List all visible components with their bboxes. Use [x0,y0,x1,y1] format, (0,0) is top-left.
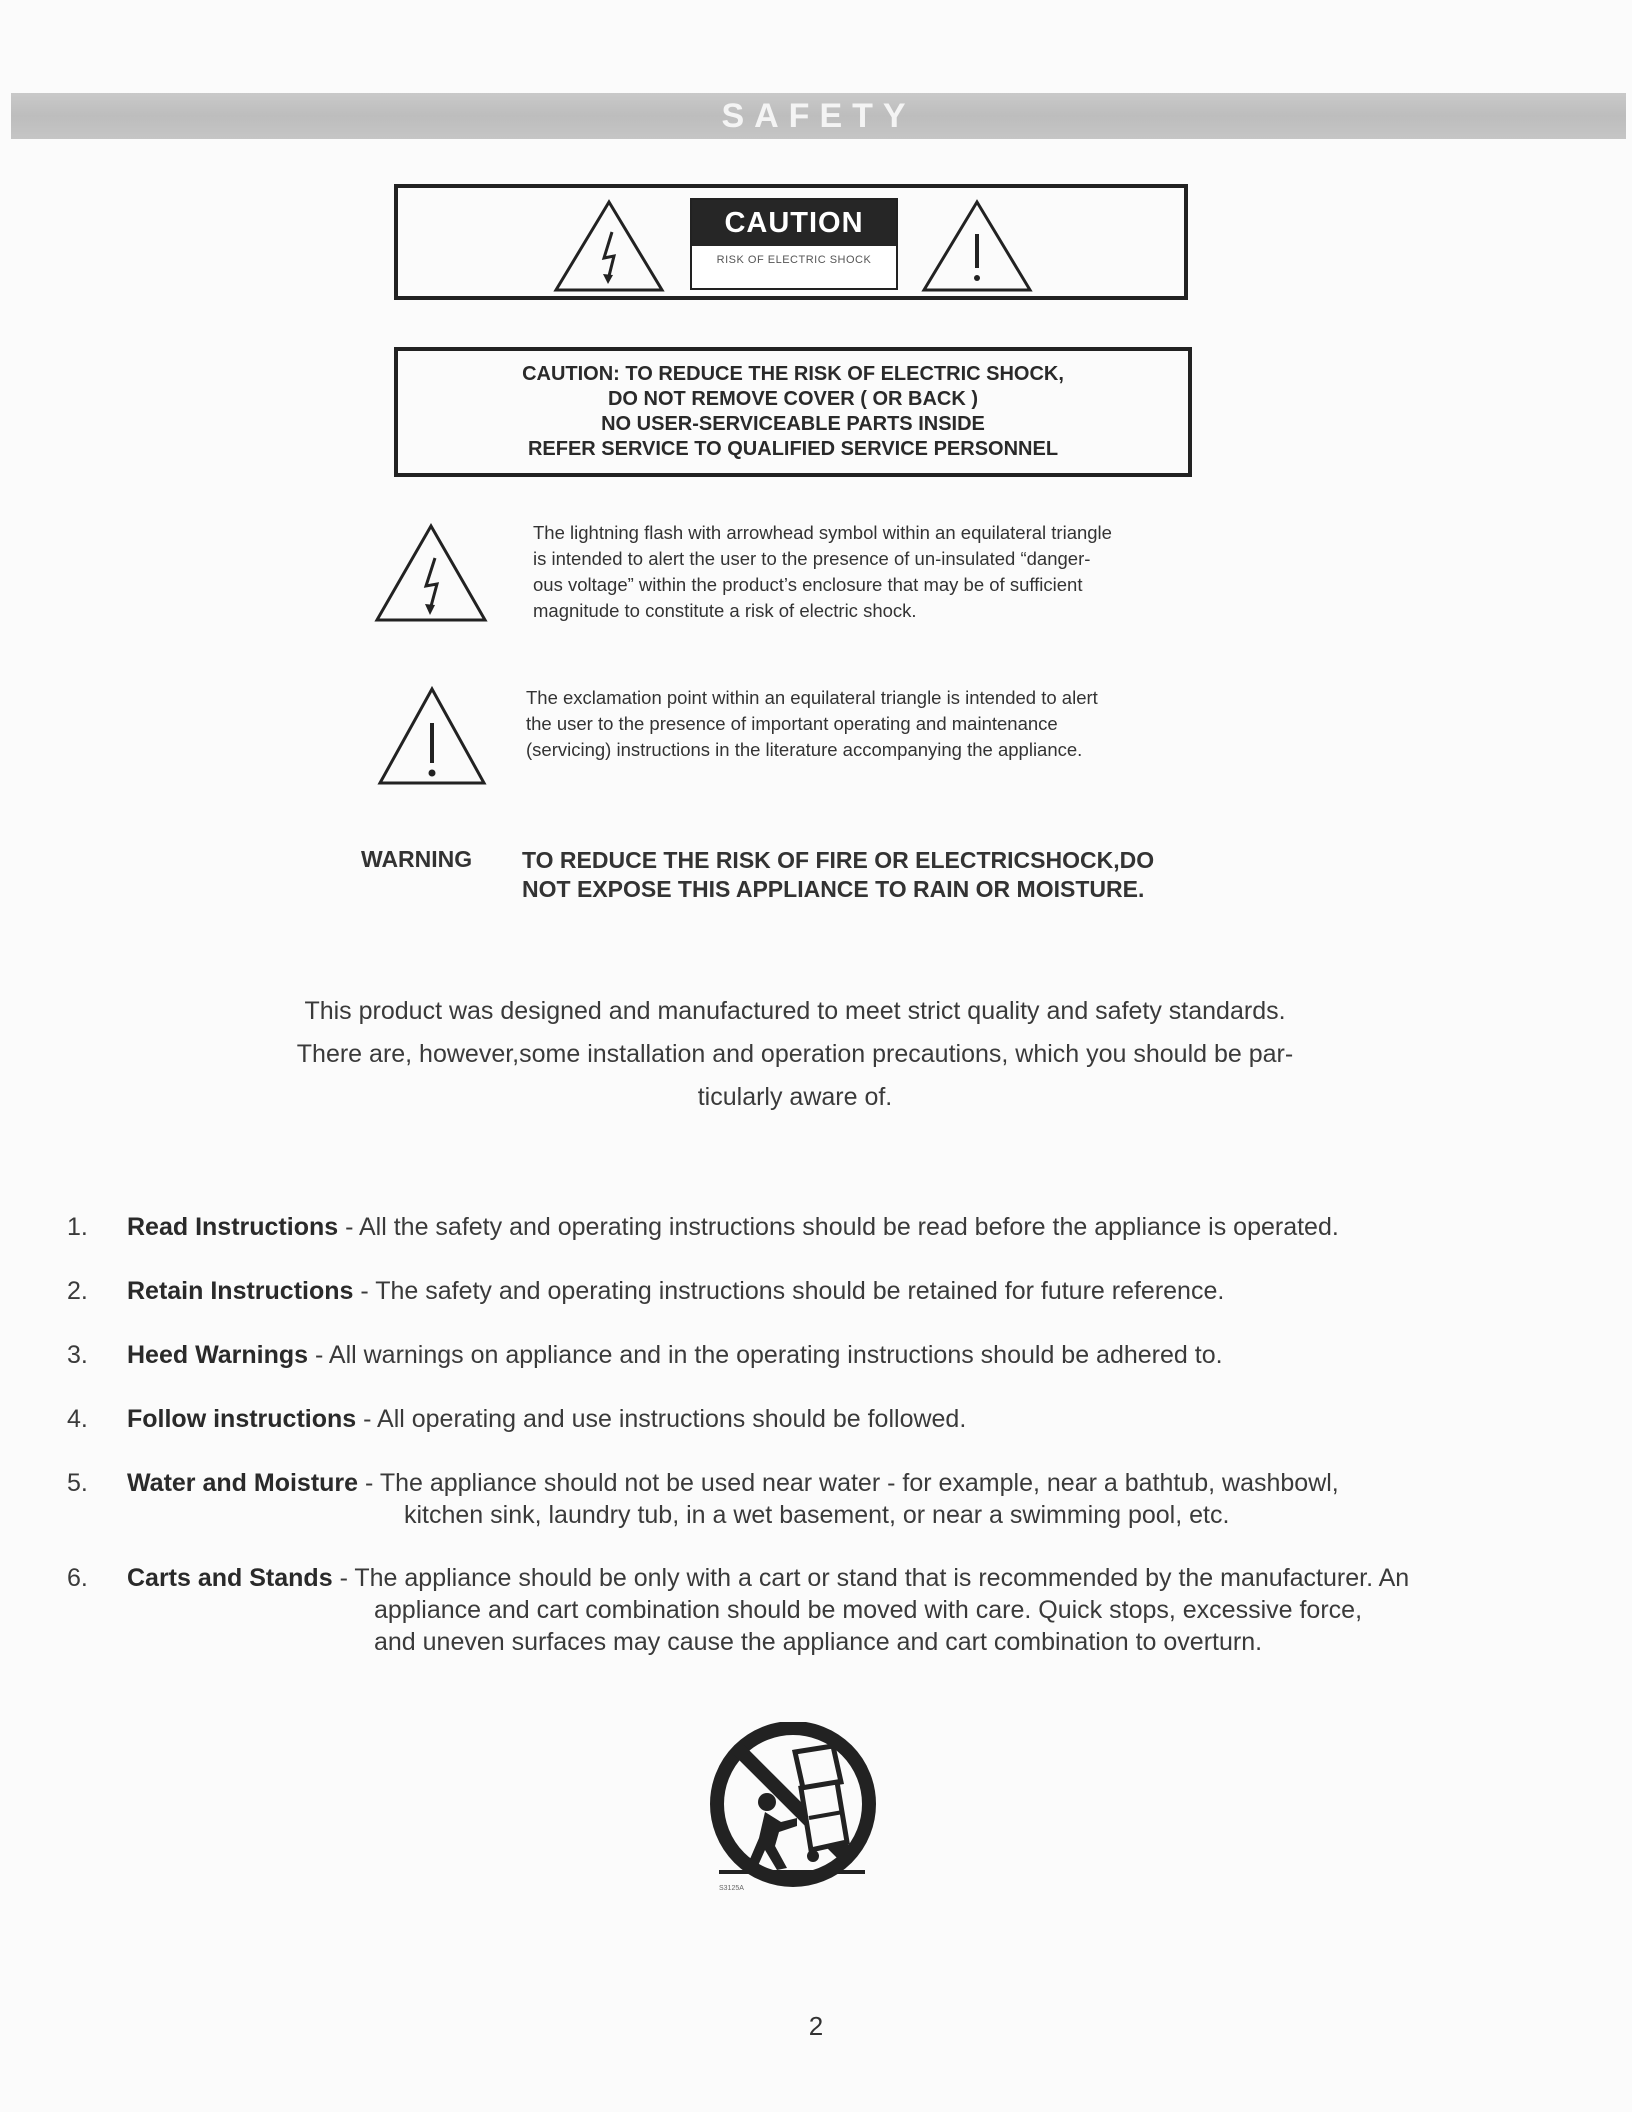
instruction-number: 2. [67,1277,88,1305]
instruction-number: 4. [67,1405,88,1433]
instruction-text: - The appliance should not be used near water - for example, near a bathtub, washbowl, [365,1469,1339,1497]
instruction-item-carts [67,1562,1567,1662]
instruction-term: Carts and Stands [127,1564,333,1592]
instruction-text: - The appliance should be only with a cart or stand that is recommended by the manufacturer. An [339,1564,1410,1592]
instruction-number: 3. [67,1341,88,1369]
instruction-item-read [67,1211,1567,1251]
instruction-term: Follow instructions [127,1405,357,1433]
instruction-text-continued: and uneven surfaces may cause the appliance and cart combination to overturn. [374,1628,1263,1656]
lightning-triangle-icon [373,522,489,624]
cart-icon-code: S3125A [719,1885,744,1892]
section-title: SAFETY [721,97,916,135]
caution-notice-line: DO NOT REMOVE COVER ( OR BACK ) [607,388,978,410]
intro-paragraph: This product was designed and manufactured to meet strict quality and safety standards. There are, however,some installation and operation precautions, which you should be par- ticularly aware of. [296,997,1294,1111]
exclamation-triangle-icon [920,198,1034,294]
instruction-term: Heed Warnings [127,1341,309,1369]
instruction-text: - The safety and operating instructions should be retained for future reference. [360,1277,1225,1305]
caution-notice-line: CAUTION: TO REDUCE THE RISK OF ELECTRIC SHOCK, [522,363,1064,385]
instruction-item-heed [67,1339,1567,1379]
instruction-term: Water and Moisture [127,1469,359,1497]
lightning-symbol-description: The lightning flash with arrowhead symbol within an equilateral triangle is intended to alert the user to the presence of un-insulated “danger- ous voltage” within the product’s enclosure that may be of sufficient magnitude to constitute a risk of electric shock. [533,522,1112,621]
instruction-text: - All warnings on appliance and in the operating instructions should be adhered to. [315,1341,1223,1369]
instruction-term: Retain Instructions [127,1277,354,1305]
caution-notice-line: NO USER-SERVICEABLE PARTS INSIDE [601,413,985,435]
instruction-number: 1. [67,1213,88,1241]
exclamation-triangle-icon [376,685,488,787]
instruction-text: - All operating and use instructions should be followed. [363,1405,967,1433]
caution-label-subtitle: RISK OF ELECTRIC SHOCK [716,254,872,266]
warning-label: WARNING [361,846,473,872]
lightning-triangle-icon [552,198,666,294]
page-number: 2 [808,2011,824,2041]
instruction-term: Read Instructions [127,1213,339,1241]
instruction-number: 5. [67,1469,88,1497]
cart-tipover-icon [705,1722,885,1888]
instruction-number: 6. [67,1564,88,1592]
instruction-text-continued: kitchen sink, laundry tub, in a wet basement, or near a swimming pool, etc. [404,1501,1230,1529]
caution-label-title: CAUTION [692,200,896,246]
caution-notice-line: REFER SERVICE TO QUALIFIED SERVICE PERSONNEL [527,438,1059,460]
caution-notice-box [394,347,1192,477]
instruction-item-water [67,1467,1567,1539]
instruction-text-continued: appliance and cart combination should be moved with care. Quick stops, excessive force, [374,1596,1363,1624]
caution-label [690,198,898,290]
section-header-bar [11,93,1626,139]
warning-text: TO REDUCE THE RISK OF FIRE OR ELECTRICSHOCK,DO NOT EXPOSE THIS APPLIANCE TO RAIN OR MOISTURE. [522,847,1155,902]
instruction-item-follow [67,1403,1567,1443]
instruction-text: - All the safety and operating instructions should be read before the appliance is operated. [345,1213,1339,1241]
instruction-item-retain [67,1275,1567,1315]
exclamation-symbol-description: The exclamation point within an equilateral triangle is intended to alert the user to the presence of important operating and maintenance (servicing) instructions in the literature accompanying the appliance. [526,687,1098,760]
